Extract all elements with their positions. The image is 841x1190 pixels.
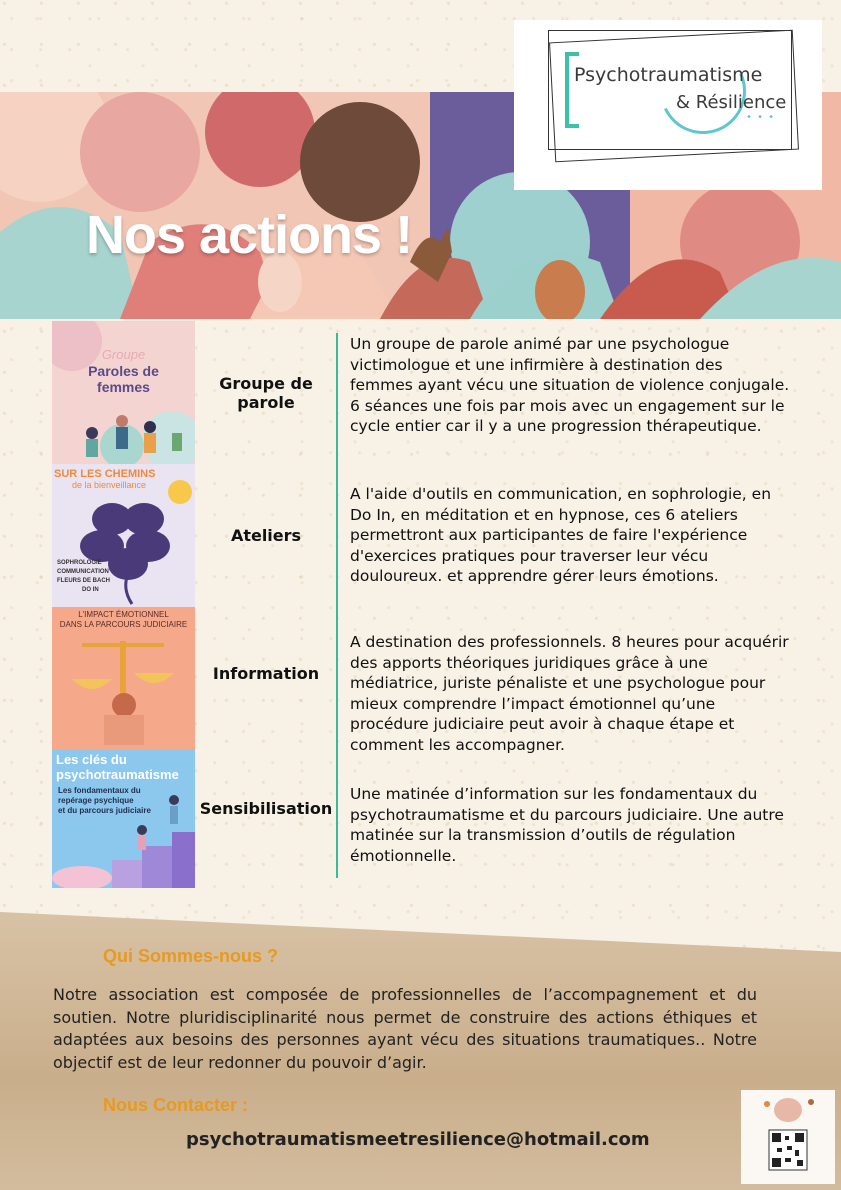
action-label-information: Information — [212, 664, 320, 683]
contact-email-link[interactable]: psychotraumatismeetresilience@hotmail.com — [186, 1129, 650, 1150]
logo-text-line2: & Résilience — [676, 92, 787, 113]
action-desc-information: A destination des professionnels. 8 heures pour acquérir des apports théoriques juridiques grâce à une médiatrice, juriste pénaliste et une psychologue pour mieux comprendre l’impact émotionnel qu’une procédure judiciaire peut avoir à chaque étape et comment les accompagner. — [350, 633, 789, 754]
thumb-ateliers — [52, 464, 195, 607]
action-label-ateliers: Ateliers — [230, 526, 302, 545]
thumb-text: et du parcours judiciaire — [58, 806, 151, 815]
thumb-sensibilisation — [52, 750, 195, 888]
about-title: Qui Sommes-nous ? — [103, 946, 279, 966]
thumb-text: COMMUNICATION — [57, 569, 109, 575]
teal-divider — [336, 333, 338, 878]
thumb-text: SOPHROLOGIE — [57, 560, 102, 566]
thumb-text: FLEURS DE BACH — [57, 578, 111, 584]
thumb-text: DO IN — [82, 587, 99, 593]
logo-dots: • • • — [746, 112, 776, 123]
qr-card — [741, 1090, 835, 1184]
logo-text-line1: Psychotraumatisme — [574, 64, 763, 86]
about-text: Notre association est composée de professionnelles de l’accompagnement et du soutien. Notre pluridisciplinarité nous permet de construire des actions éthiques et adaptées aux besoins des personnes ayant vécu des situations traumatiques.. Notre objectif est de leur redonner du pouvoir d’agir. — [53, 985, 757, 1072]
thumb-text: SUR LES CHEMINS — [54, 468, 156, 480]
thumb-groupe-parole — [52, 321, 195, 464]
thumb-text: DANS LA PARCOURS JUDICIAIRE — [59, 620, 188, 629]
action-desc-groupe-parole: Un groupe de parole animé par une psychologue victimologue et une infirmière à destination des femmes ayant vécu une situation de violence conjugale. 6 séances une fois par mois avec un engagement sur le cycle entier car il y a une progression thérapeutique. — [350, 335, 790, 435]
action-desc-ateliers: A l'aide d'outils en communication, en sophrologie, en Do In, en méditation et en hypnose, ces 6 ateliers permettront aux participantes de faire l'expérience d'exercices pratiques pour traverser leur vécu douloureux. et apprendre gérer leurs émotions. — [350, 485, 772, 585]
thumb-text: de la bienveillance — [72, 480, 147, 490]
thumb-text: femmes — [97, 379, 150, 395]
page-title: Nos actions ! — [86, 205, 413, 265]
thumb-text: Les clés du — [56, 752, 127, 767]
thumb-text: repérage psychique — [58, 796, 134, 805]
action-label-groupe-parole: Groupe de parole — [219, 374, 313, 412]
qr-code-icon[interactable] — [741, 1090, 835, 1184]
thumb-text: Groupe — [101, 347, 146, 362]
action-desc-sensibilisation: Une matinée d’information sur les fondamentaux du psychotraumatisme et du parcours judiciaire. Une autre matinée sur la transmission d’outils de régulation émotionnelle. — [350, 785, 784, 865]
action-label-sensibilisation: Sensibilisation — [199, 799, 333, 818]
contact-title: Nous Contacter : — [103, 1095, 249, 1115]
thumb-information — [52, 607, 195, 750]
thumb-text: Paroles de — [88, 363, 159, 379]
thumb-text: psychotraumatisme — [56, 767, 179, 782]
thumb-text: Les fondamentaux du — [58, 786, 141, 795]
thumb-text: L'IMPACT ÉMOTIONNEL — [78, 610, 169, 619]
